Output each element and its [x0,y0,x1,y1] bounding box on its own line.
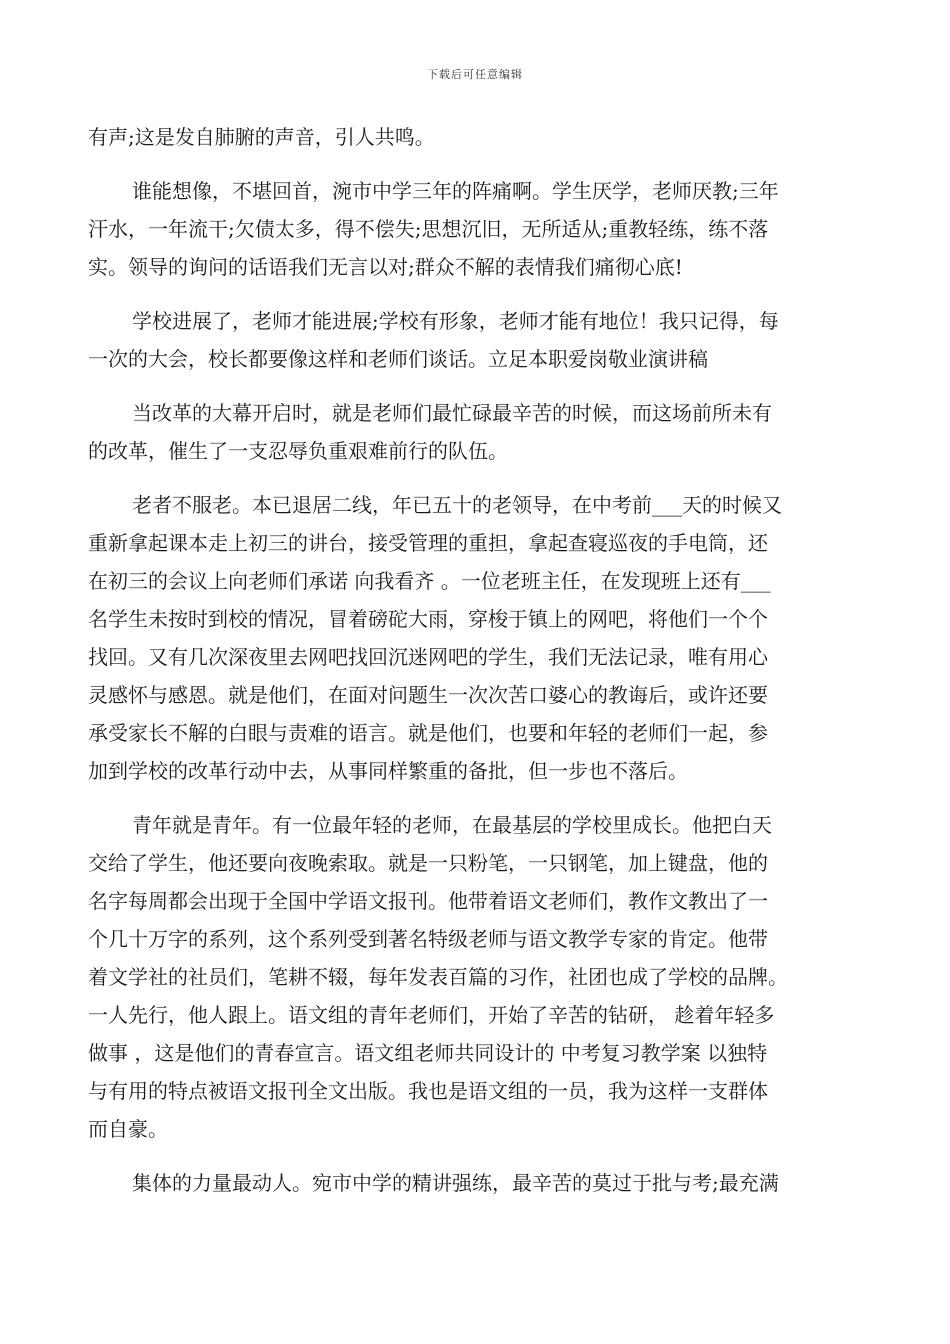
text-line: 实。领导的询问的话语我们无言以对;群众不解的表情我们痛彻心底! [88,255,683,279]
text-line: 老者不服老。本已退居二线，年已五十的老领导，在中考前___天的时候又 [132,493,782,517]
text-line: 加到学校的改革行动中去，从事同样繁重的备批，但一步也不落后。 [88,759,688,783]
text-line: 重新拿起课本走上初三的讲台，接受管理的重担，拿起查寝巡夜的手电筒，还 [88,531,768,555]
text-line: 找回。又有几次深夜里去网吧找回沉迷网吧的学生，我们无法记录，唯有用心 [88,645,768,669]
text-line: 的改革，催生了一支忍辱负重艰难前行的队伍。 [88,439,508,463]
paragraph [88,486,862,790]
text-line: 而自豪。 [88,1117,168,1141]
paragraph [88,172,862,286]
text-line: 一人先行，他人跟上。语文组的青年老师们，开始了辛苦的钻研， 趁着年轻多 [88,1003,775,1027]
paragraph [88,806,862,1148]
text-line: 承受家长不解的白眼与责难的语言。就是他们，也要和年轻的老师们一起，参 [88,721,768,745]
text-line: 在初三的会议上向老师们承诺 向我看齐 。一位老班主任，在发现班上还有___ [88,569,771,593]
page-header: 下载后可任意编辑 [427,68,523,81]
text-line: 做事 ，这是他们的青春宣言。语文组老师共同设计的 中考复习教学案 以独特 [88,1041,768,1065]
text-line: 灵感怀与感恩。就是他们，在面对问题生一次次苦口婆心的教诲后，或许还要 [88,683,768,707]
paragraph [88,118,862,156]
text-line: 着文学社的社员们，笔耕不辍，每年发表百篇的习作，社团也成了学校的品牌。 [88,965,788,989]
text-line: 集体的力量最动人。宛市中学的精讲强练，最辛苦的莫过于批与考;最充满 [132,1171,779,1195]
text-line: 一次的大会，校长都要像这样和老师们谈话。立足本职爱岗敬业演讲稿 [88,347,708,371]
text-line: 个几十万字的系列，这个系列受到著名特级老师与语文教学专家的肯定。他带 [88,927,768,951]
paragraph [88,394,862,470]
text-line: 名字每周都会出现于全国中学语文报刊。他带着语文老师们，教作文教出了一 [88,889,768,913]
text-line: 当改革的大幕开启时，就是老师们最忙碌最辛苦的时候，而这场前所未有 [132,401,772,425]
text-line: 有声;这是发自肺腑的声音，引人共鸣。 [88,125,435,149]
text-line: 谁能想像，不堪回首，涴市中学三年的阵痛啊。学生厌学，老师厌教;三年 [132,179,779,203]
text-line: 与有用的特点被语文报刊全文出版。我也是语文组的一员，我为这样一支群体 [88,1079,768,1103]
paragraph [88,302,862,378]
text-line: 交给了学生，他还要向夜晚索取。就是一只粉笔，一只钢笔，加上键盘，他的 [88,851,768,875]
text-line: 青年就是青年。有一位最年轻的老师，在最基层的学校里成长。他把白天 [132,813,772,837]
paragraph [88,1164,862,1202]
text-line: 汗水，一年流干;欠债太多，得不偿失;思想沉旧，无所适从;重教轻练，练不落 [88,217,769,241]
document-body [88,118,862,1218]
text-line: 学校进展了，老师才能进展;学校有形象，老师才能有地位！我只记得，每 [132,309,779,333]
text-line: 名学生未按时到校的情况，冒着磅砣大雨，穿梭于镇上的网吧，将他们一个个 [88,607,768,631]
